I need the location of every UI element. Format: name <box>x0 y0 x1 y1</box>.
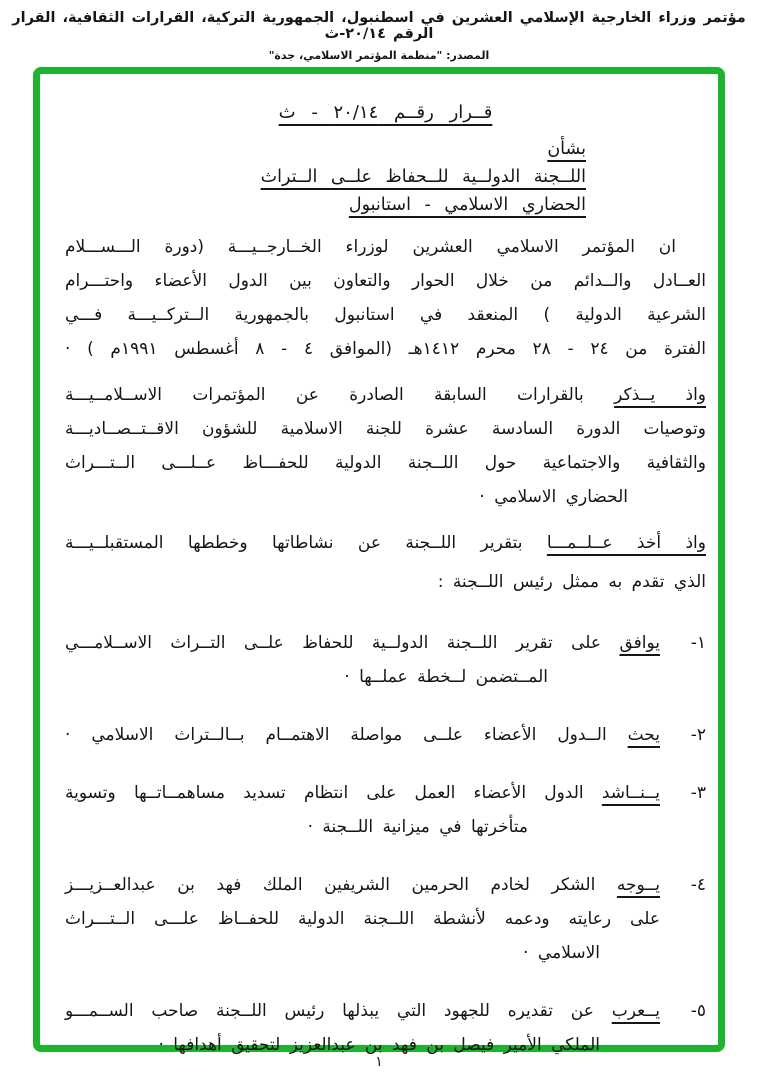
item-line <box>65 776 660 810</box>
line-text: الــدول الأعضاء علــى مواصلة الاهتمــام بــالــتراث الاسلامي · <box>65 725 607 745</box>
paragraph-line: الذي تقدم به ممثل رئيس اللــجنة : <box>437 572 706 592</box>
title-subject-line-2: الحضاري الاسلامي - استانبول <box>348 195 586 215</box>
item-line <box>65 994 660 1028</box>
item-text <box>65 718 660 752</box>
item-line <box>65 868 660 902</box>
item-line: على رعايته ودعمه لأنشطة اللــجنة الدولية للحفــاظ علـــى الــتـــراث <box>65 909 660 929</box>
preamble-paragraph-3 <box>65 524 706 602</box>
lead-word-underlined: يــنــاشد <box>601 783 660 803</box>
item-line: الاسلامي · <box>523 943 600 963</box>
item-text <box>65 776 660 844</box>
item-text <box>65 868 660 970</box>
line-text: بالقرارات السابقة الصادرة عن المؤتمرات الاســلامــيـــة <box>65 385 584 405</box>
paragraph-line: الشرعية الدولية ) المنعقد في استانبول بالجمهورية الــتركــيـــة فـــي <box>65 305 706 325</box>
resolution-item-2 <box>65 718 706 752</box>
paragraph-line: العــادل والــدائم من خلال الحوار والتعاون بين الدول الأعضاء واحتـــرام <box>65 271 706 291</box>
title-regarding: بشأن <box>547 139 586 159</box>
page-number: ١ <box>375 1054 383 1070</box>
header-citation: مؤتمر وزراء الخارجية الإسلامي العشرين في اسطنبول، الجمهورية التركية، القرارات الثقافية، القرار الرقم ٢٠/١٤-ث <box>12 10 746 42</box>
item-number: ٤- <box>690 875 706 895</box>
paragraph-line <box>65 378 706 412</box>
paragraph-line: الحضاري الاسلامي · <box>479 487 628 507</box>
resolution-item-5 <box>65 994 706 1062</box>
line-text: عن تقديره للجهود التي يبذلها رئيس اللــجنة صاحب الســمـــو <box>65 1001 594 1021</box>
item-line <box>65 626 660 660</box>
paragraph-line: وتوصيات الدورة السادسة عشرة للجنة الاسلامية للشؤون الاقــتــصــاديـــة <box>65 419 706 439</box>
line-text: على تقرير اللــجنة الدولــية للحفاظ علــى التــراث الاســلامـــي <box>65 633 602 653</box>
document-header <box>0 10 758 62</box>
line-text: الدول الأعضاء العمل على انتظام تسديد مساهمــاتــها وتسوية <box>65 783 584 803</box>
resolution-item-3 <box>65 776 706 844</box>
lead-word-underlined: يحث <box>627 725 660 745</box>
preamble-paragraph-1 <box>65 230 706 366</box>
item-line: الملكي الأمير فيصل بن فهد بن عبدالعزيز لتحقيق أهدافها · <box>158 1035 600 1055</box>
item-text <box>65 626 660 694</box>
item-line: المــتضمن لــخطة عملــها · <box>344 667 548 687</box>
item-number: ٢- <box>690 725 706 745</box>
item-number: ٣- <box>690 783 706 803</box>
item-line <box>65 718 660 752</box>
title-subject-line-1: اللــجنة الدولــية للــحفاظ علــى الــتراث <box>260 167 586 187</box>
document-content <box>40 74 718 1062</box>
line-text: بتقرير اللــجنة عن نشاطاتها وخططها المستقبلــيـــة <box>65 533 523 553</box>
resolution-item-1 <box>65 626 706 694</box>
lead-word-underlined: يــعرب <box>611 1001 661 1021</box>
item-line: متأخرتها في ميزانية اللــجنة · <box>307 817 528 837</box>
title-decree-number: قــرار رقــم ٢٠/١٤ - ث <box>278 102 493 123</box>
lead-word-underlined: واذ يــذكر <box>614 385 706 405</box>
item-number: ١- <box>690 633 706 653</box>
lead-word-underlined: يوافق <box>619 633 660 653</box>
paragraph-line: ان المؤتمر الاسلامي العشرين لوزراء الخــارجــيـــة (دورة الـــســـلام <box>65 237 676 257</box>
paragraph-line: الفترة من ٢٤ - ٢٨ محرم ١٤١٢هـ (الموافق ٤ - ٨ أغسطس ١٩٩١م ) · <box>65 339 706 359</box>
preamble-paragraph-2 <box>65 378 706 514</box>
header-source: المصدر: "منظمة المؤتمر الاسلامي، جدة" <box>268 49 490 62</box>
item-text <box>65 994 660 1062</box>
paragraph-line <box>65 524 706 563</box>
item-number: ٥- <box>690 1001 706 1021</box>
lead-word-underlined: واذ أخذ عــلــمـــا <box>546 533 706 553</box>
lead-word-underlined: يــوجه <box>616 875 660 895</box>
green-border-frame <box>33 67 725 1055</box>
resolution-item-4 <box>65 868 706 970</box>
line-text: الشكر لخادم الحرمين الشريفين الملك فهد بن عبدالعــزيـــز <box>65 875 596 895</box>
paragraph-line: والثقافية والاجتماعية حول اللــجنة الدولية للحفـــاظ عــلـــى الــتـــراث <box>65 453 706 473</box>
